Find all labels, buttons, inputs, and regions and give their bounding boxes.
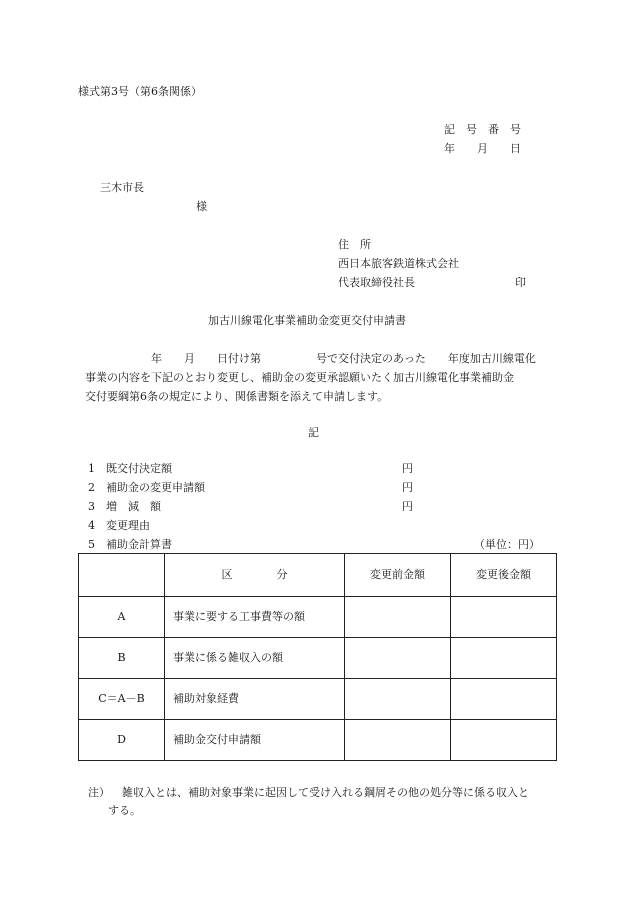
item-unit: 円 <box>402 462 413 475</box>
after-amount-cell <box>451 638 557 679</box>
document-title: 加古川線電化事業補助金変更交付申請書 <box>208 314 406 327</box>
after-amount-cell <box>451 720 557 761</box>
form-number: 様式第3号（第6条関係） <box>78 85 202 98</box>
body-line-3: 交付要綱第6条の規定により、関係書類を添えて申請します。 <box>85 390 389 403</box>
item-number: 2 <box>88 481 95 494</box>
item-number: 3 <box>88 500 95 513</box>
row-label: 補助対象経費 <box>165 679 345 720</box>
row-label: 事業に要する工事費等の額 <box>165 597 345 638</box>
representative: 代表取締役社長 <box>338 276 415 289</box>
item-number: 5 <box>88 538 95 551</box>
row-code: B <box>79 638 165 679</box>
item-label: 変更理由 <box>106 519 150 532</box>
addressee: 三木市長 <box>100 181 144 194</box>
table-row <box>79 679 557 720</box>
item-unit: 円 <box>402 500 413 513</box>
before-amount-cell <box>345 679 451 720</box>
row-code: C＝A－B <box>79 679 165 720</box>
date-line: 年 月 日 <box>444 142 521 155</box>
honorific: 様 <box>196 200 207 213</box>
header-code <box>79 554 165 597</box>
header-before-amount: 変更前金額 <box>345 554 451 597</box>
header-after-amount: 変更後金額 <box>451 554 557 597</box>
row-code: A <box>79 597 165 638</box>
before-amount-cell <box>345 597 451 638</box>
table-row <box>79 638 557 679</box>
row-label: 補助金交付申請額 <box>165 720 345 761</box>
item-label: 既交付決定額 <box>106 462 172 475</box>
after-amount-cell <box>451 597 557 638</box>
table-row <box>79 597 557 638</box>
body-line-1: 年 月 日付け第 号で交付決定のあった 年度加古川線電化 <box>85 352 536 365</box>
header-category: 区 分 <box>165 554 345 597</box>
row-label: 事業に係る雑収入の額 <box>165 638 345 679</box>
body-line-2: 事業の内容を下記のとおり変更し、補助金の変更承認願いたく加古川線電化事業補助金 <box>85 371 514 384</box>
subsidy-calculation-table <box>78 553 557 761</box>
before-amount-cell <box>345 638 451 679</box>
footnote-marker: 注） <box>88 786 110 799</box>
item-number: 4 <box>88 519 95 532</box>
table-header-row <box>79 554 557 597</box>
row-code: D <box>79 720 165 761</box>
before-amount-cell <box>345 720 451 761</box>
after-amount-cell <box>451 679 557 720</box>
item-label: 補助金の変更申請額 <box>106 481 205 494</box>
company-name: 西日本旅客鉄道株式会社 <box>338 257 459 270</box>
item-number: 1 <box>88 462 95 475</box>
footnote-line-1: 雑収入とは、補助対象事業に起因して受け入れる鋼屑その他の処分等に係る収入と <box>122 786 529 799</box>
table-row <box>79 720 557 761</box>
item-label: 補助金計算書 <box>106 538 172 551</box>
record-number: 記 号 番 号 <box>444 123 521 136</box>
footnote-line-2: する。 <box>108 804 141 817</box>
unit-note: （単位：円） <box>474 538 540 551</box>
item-unit: 円 <box>402 481 413 494</box>
seal-mark: 印 <box>515 276 526 289</box>
ki-heading: 記 <box>308 426 319 439</box>
address-label: 住 所 <box>338 238 371 251</box>
item-label: 増 減 額 <box>106 500 161 513</box>
